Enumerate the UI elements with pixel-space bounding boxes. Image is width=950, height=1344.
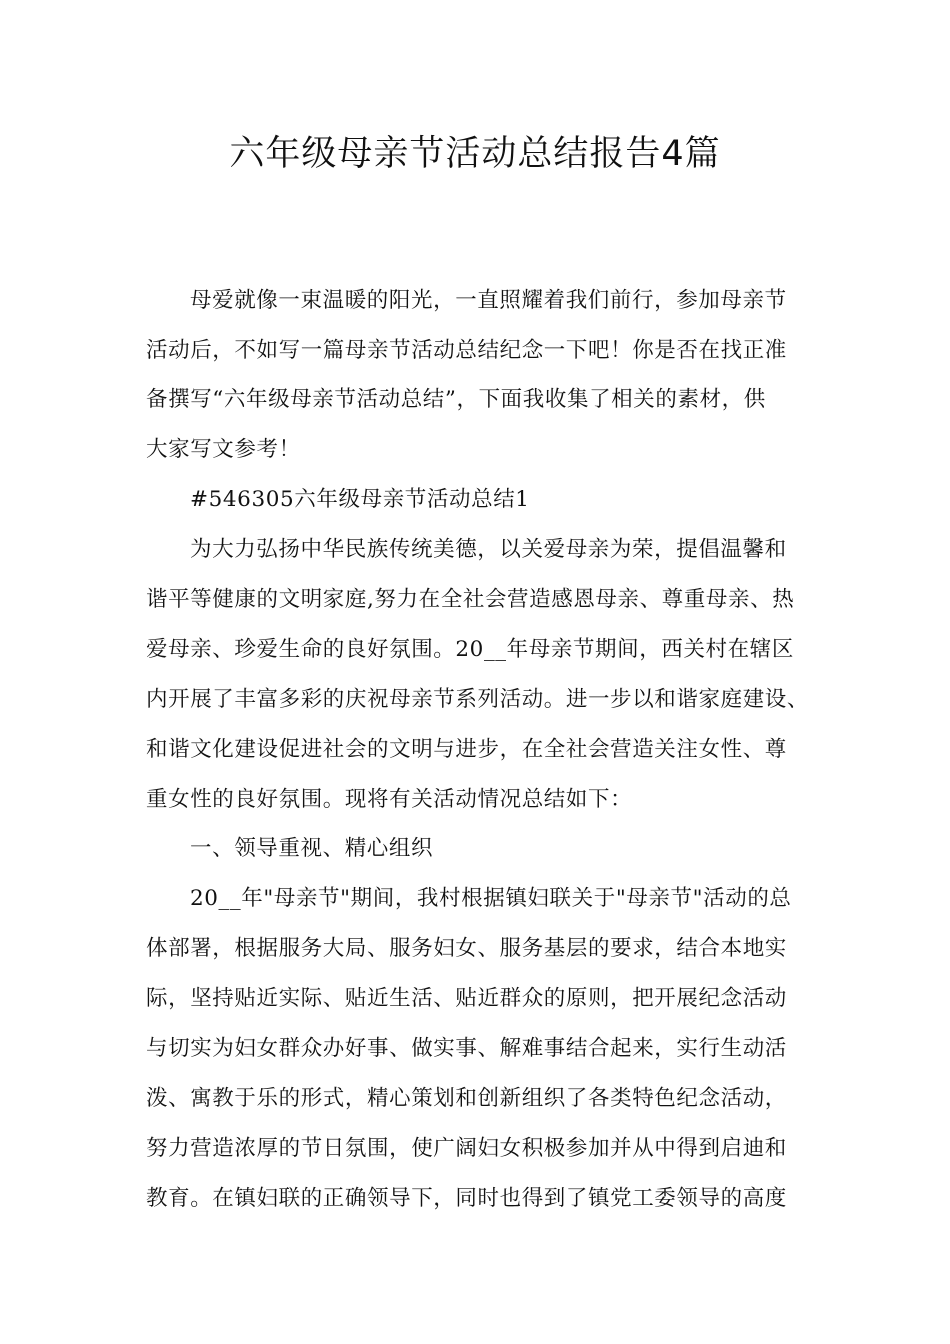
paragraph-line: 20__年"母亲节"期间，我村根据镇妇联关于"母亲节"活动的总 (190, 886, 792, 911)
paragraph-line: 谐平等健康的文明家庭,努力在全社会营造感恩母亲、尊重母亲、热 (146, 587, 795, 612)
paragraph-line: 活动后，不如写一篇母亲节活动总结纪念一下吧！你是否在找正准 (146, 338, 787, 363)
paragraph-line: 重女性的良好氛围。现将有关活动情况总结如下： (146, 787, 633, 812)
paragraph-line: 大家写文参考！ (146, 437, 301, 462)
paragraph-line: 内开展了丰富多彩的庆祝母亲节系列活动。进一步以和谐家庭建设、 (146, 687, 810, 712)
paragraph-line: 体部署，根据服务大局、服务妇女、服务基层的要求，结合本地实 (146, 936, 787, 961)
paragraph-line: 泼、寓教于乐的形式，精心策划和创新组织了各类特色纪念活动， (146, 1086, 787, 1111)
paragraph-line: 和谐文化建设促进社会的文明与进步，在全社会营造关注女性、尊 (146, 737, 787, 762)
paragraph-line: 与切实为妇女群众办好事、做实事、解难事结合起来，实行生动活 (146, 1036, 787, 1061)
paragraph-line: 为大力弘扬中华民族传统美德，以关爱母亲为荣，提倡温馨和 (190, 537, 787, 562)
paragraph-line: 努力营造浓厚的节日氛围，使广阔妇女积极参加并从中得到启迪和 (146, 1136, 787, 1161)
section-heading: 一、领导重视、精心组织 (190, 836, 434, 861)
paragraph-line: 爱母亲、珍爱生命的良好氛围。20__年母亲节期间，西关村在辖区 (146, 637, 794, 662)
paragraph-line: 母爱就像一束温暖的阳光，一直照耀着我们前行，参加母亲节 (190, 288, 787, 313)
document-title: 六年级母亲节活动总结报告4篇 (229, 134, 721, 174)
section-heading: #546305六年级母亲节活动总结1 (190, 487, 530, 512)
paragraph-line: 教育。在镇妇联的正确领导下，同时也得到了镇党工委领导的高度 (146, 1186, 787, 1211)
paragraph-line: 际，坚持贴近实际、贴近生活、贴近群众的原则，把开展纪念活动 (146, 986, 787, 1011)
paragraph-line: 备撰写“六年级母亲节活动总结”，下面我收集了相关的素材，供 (146, 387, 766, 412)
